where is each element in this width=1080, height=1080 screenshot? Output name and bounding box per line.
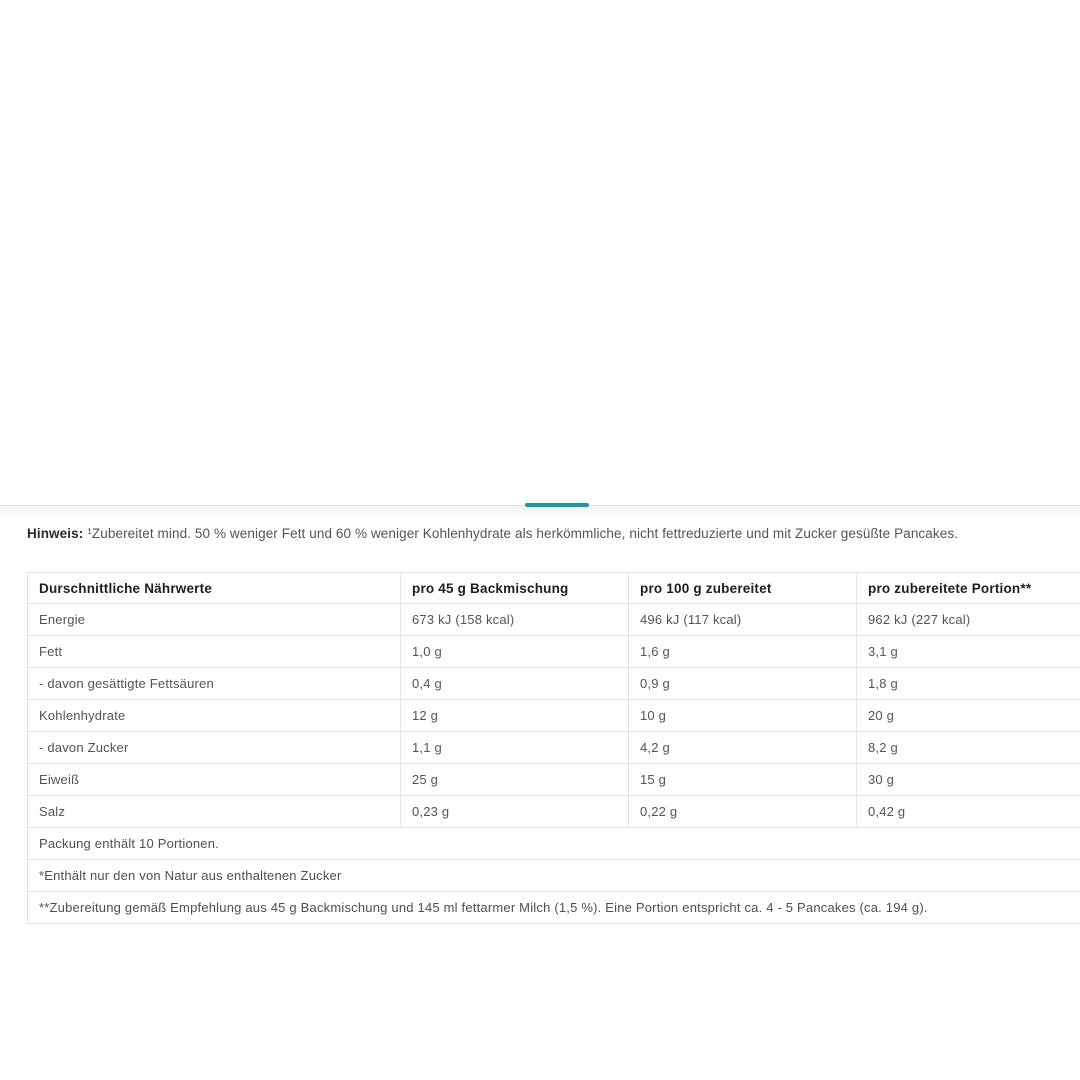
- note-text: Packung enthält 10 Portionen.: [28, 828, 1080, 860]
- table-row-eiweiss: [28, 764, 1080, 796]
- row-value: 0,22 g: [629, 796, 857, 828]
- row-value: 0,9 g: [629, 668, 857, 700]
- hinweis-note: [27, 524, 1047, 543]
- note-text: *Enthält nur den von Natur aus enthaltenen Zucker: [28, 860, 1080, 892]
- row-value: 15 g: [629, 764, 857, 796]
- row-value: 1,0 g: [401, 636, 629, 668]
- table-note-natural-sugar: [28, 860, 1080, 892]
- row-label: - davon gesättigte Fettsäuren: [28, 668, 401, 700]
- row-value: 0,42 g: [857, 796, 1080, 828]
- row-value: 0,4 g: [401, 668, 629, 700]
- row-label: Fett: [28, 636, 401, 668]
- row-value: 962 kJ (227 kcal): [857, 604, 1080, 636]
- row-value: 1,1 g: [401, 732, 629, 764]
- table-row-energie: [28, 604, 1080, 636]
- row-value: 1,8 g: [857, 668, 1080, 700]
- row-value: 496 kJ (117 kcal): [629, 604, 857, 636]
- nutrition-table: [27, 572, 1080, 924]
- hinweis-text: ¹Zubereitet mind. 50 % weniger Fett und 60 % weniger Kohlenhydrate als herkömmliche, nicht fettreduzierte und mit Zucker gesüßte Pancakes.: [87, 526, 959, 541]
- table-note-portions: [28, 828, 1080, 860]
- row-label: - davon Zucker: [28, 732, 401, 764]
- table-row-fett: [28, 636, 1080, 668]
- header-per-45g: pro 45 g Backmischung: [401, 573, 629, 604]
- table-note-preparation: [28, 892, 1080, 924]
- row-value: 12 g: [401, 700, 629, 732]
- hinweis-label: Hinweis:: [27, 526, 84, 541]
- row-label: Salz: [28, 796, 401, 828]
- section-shadow: [0, 506, 1080, 519]
- row-label: Energie: [28, 604, 401, 636]
- table-row-kohlenhydrate: [28, 700, 1080, 732]
- table-row-salz: [28, 796, 1080, 828]
- row-label: Kohlenhydrate: [28, 700, 401, 732]
- row-value: 8,2 g: [857, 732, 1080, 764]
- row-value: 30 g: [857, 764, 1080, 796]
- header-per-portion: pro zubereitete Portion**: [857, 573, 1080, 604]
- table-row-gesaettigte-fettsaeuren: [28, 668, 1080, 700]
- table-row-zucker: [28, 732, 1080, 764]
- row-value: 3,1 g: [857, 636, 1080, 668]
- row-value: 25 g: [401, 764, 629, 796]
- header-per-100g: pro 100 g zubereitet: [629, 573, 857, 604]
- row-value: 4,2 g: [629, 732, 857, 764]
- table-header-row: [28, 573, 1080, 604]
- row-label: Eiweiß: [28, 764, 401, 796]
- row-value: 0,23 g: [401, 796, 629, 828]
- row-value: 1,6 g: [629, 636, 857, 668]
- note-text: **Zubereitung gemäß Empfehlung aus 45 g Backmischung und 145 ml fettarmer Milch (1,5 %). Eine Portion entspricht ca. 4 - 5 Pancakes (ca. 194 g).: [28, 892, 1080, 924]
- row-value: 20 g: [857, 700, 1080, 732]
- active-tab-indicator: [525, 503, 589, 507]
- row-value: 673 kJ (158 kcal): [401, 604, 629, 636]
- row-value: 10 g: [629, 700, 857, 732]
- header-nutrients: Durschnittliche Nährwerte: [28, 573, 401, 604]
